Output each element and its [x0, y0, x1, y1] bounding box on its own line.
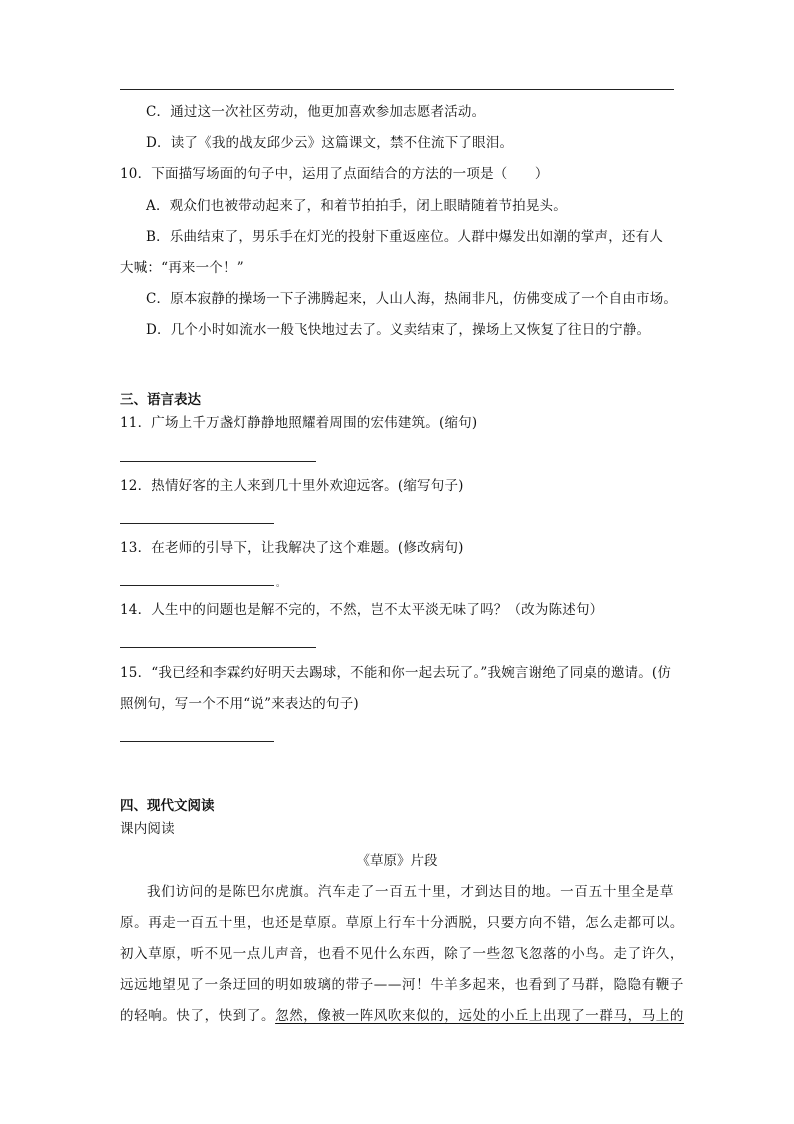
section-4-title: 四、现代文阅读	[120, 798, 215, 814]
q15-text-line2: 照例句，写一个不用“说”来表达的句子)	[120, 696, 359, 712]
q10-option-c: C．原本寂静的操场一下子沸腾起来，人山人海，热闹非凡，仿佛变成了一个自由市场。	[146, 291, 678, 307]
passage-line-5	[120, 1007, 685, 1025]
q15-text-line1: 15．“我已经和李霖约好明天去踢球，不能和你一起去玩了。”我婉言谢绝了同桌的邀请。(仿	[120, 665, 672, 681]
q10-option-b-line2: 大喊：“再来一个！”	[120, 260, 244, 276]
q15-answer-line	[120, 741, 274, 742]
q11-answer-line	[120, 461, 316, 462]
passage-line-5-plain: 的轻响。快了，快到了。	[120, 1008, 276, 1024]
q13-period-mark: 。	[276, 579, 286, 589]
q9-option-d: D．读了《我的战友邱少云》这篇课文，禁不住流下了眼泪。	[146, 135, 514, 151]
q12-text: 12．热情好客的主人来到几十里外欢迎远客。(缩写句子)	[120, 478, 464, 494]
q10-option-b-line1: B．乐曲结束了，男乐手在灯光的投射下重返座位。人群中爆发出如潮的掌声，还有人	[146, 229, 664, 245]
q10-option-a: A．观众们也被带动起来了，和着节拍拍手，闭上眼睛随着节拍晃头。	[146, 198, 567, 214]
q11-text: 11．广场上千万盏灯静静地照耀着周围的宏伟建筑。(缩句)	[120, 415, 478, 431]
passage-line-4: 远远地望见了一条迂回的明如玻璃的带子——河！牛羊多起来，也看到了马群，隐隐有鞭子	[120, 977, 684, 993]
q10-option-d: D．几个小时如流水一般飞快地过去了。义卖结束了，操场上又恢复了往日的宁静。	[146, 322, 651, 338]
q10-stem: 10．下面描写场面的句子中，运用了点面结合的方法的一项是（ ）	[120, 166, 549, 182]
q9-option-c: C．通过这一次社区劳动，他更加喜欢参加志愿者活动。	[146, 104, 486, 120]
passage-line-3: 初入草原，听不见一点儿声音，也看不见什么东西，除了一些忽飞忽落的小鸟。走了许久，	[120, 946, 684, 962]
q14-text: 14．人生中的问题也是解不完的，不然，岂不太平淡无味了吗？（改为陈述句）	[120, 602, 604, 618]
q13-text: 13．在老师的引导下，让我解决了这个难题。(修改病句)	[120, 540, 464, 556]
q13-answer-line	[120, 585, 274, 586]
section-4-subtitle: 课内阅读	[120, 821, 175, 837]
passage-line-5-underlined: 忽然，像被一阵风吹来似的，远处的小丘上出现了一群马，马上的	[275, 1008, 685, 1024]
q14-answer-line	[120, 647, 316, 648]
section-3-title: 三、语言表达	[120, 392, 201, 408]
q12-answer-line	[120, 523, 274, 524]
passage-line-2: 原。再走一百五十里，也还是草原。草原上行车十分洒脱，只要方向不错，怎么走都可以。	[120, 915, 684, 931]
header-rule	[120, 89, 674, 90]
passage-line-1: 我们访问的是陈巴尔虎旗。汽车走了一百五十里，才到达目的地。一百五十里全是草	[147, 884, 674, 900]
passage-title: 《草原》片段	[356, 853, 438, 869]
